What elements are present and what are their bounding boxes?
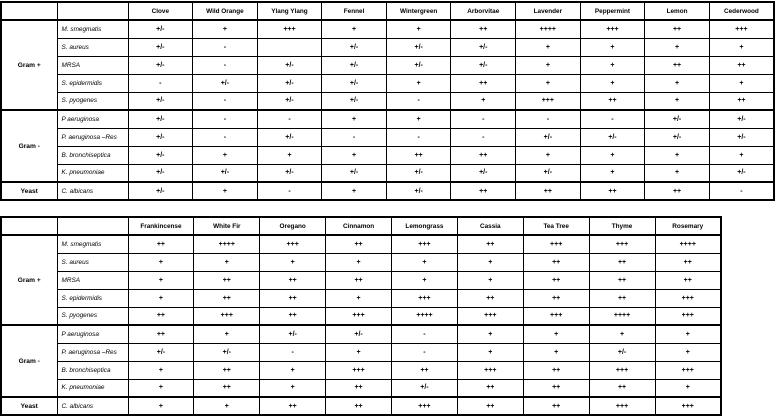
activity-value: ++ — [392, 361, 458, 379]
activity-value: ++ — [194, 271, 260, 289]
organism-name: K. pneumoniae — [57, 379, 128, 397]
activity-value: + — [128, 271, 194, 289]
activity-value: +++ — [194, 307, 260, 325]
activity-value: + — [193, 20, 258, 38]
activity-value: +/- — [589, 343, 655, 361]
group-label: Gram - — [1, 110, 57, 182]
activity-value: +/- — [322, 74, 387, 92]
activity-value: ++ — [451, 74, 516, 92]
activity-value: ++ — [194, 361, 260, 379]
activity-value: - — [260, 343, 326, 361]
table-row — [1, 253, 721, 271]
activity-value: + — [655, 325, 721, 343]
organism-name: P aeruginosa — [57, 325, 128, 343]
activity-value: +++ — [589, 397, 655, 415]
column-header: Cinnamon — [326, 217, 392, 235]
activity-value: +/- — [257, 56, 322, 74]
activity-value: ++ — [451, 146, 516, 164]
activity-value: +/- — [128, 146, 193, 164]
table-row — [1, 74, 774, 92]
activity-value: + — [589, 325, 655, 343]
activity-value: + — [580, 74, 645, 92]
column-header: Arborvitae — [451, 2, 516, 20]
organism-name: C. albicans — [57, 182, 128, 200]
activity-value: +++ — [260, 235, 326, 253]
organism-name: P. aeruginosa –Res — [57, 343, 128, 361]
activity-value: +++ — [257, 20, 322, 38]
organism-name: C. albicans — [57, 397, 128, 415]
activity-value: ++ — [709, 56, 774, 74]
activity-value: + — [322, 146, 387, 164]
activity-value: +/- — [128, 110, 193, 128]
activity-value: - — [392, 343, 458, 361]
table-row — [1, 128, 774, 146]
activity-value: - — [386, 92, 451, 110]
activity-value: - — [451, 128, 516, 146]
activity-value: +/- — [451, 38, 516, 56]
activity-value: - — [451, 110, 516, 128]
activity-value: +/- — [193, 74, 258, 92]
activity-value: +/- — [386, 38, 451, 56]
column-header: Clove — [128, 2, 193, 20]
activity-value: ++ — [645, 182, 710, 200]
activity-value: ++ — [645, 56, 710, 74]
table-row — [1, 164, 774, 182]
activity-value: + — [392, 271, 458, 289]
activity-value: + — [386, 20, 451, 38]
activity-value: +++ — [326, 307, 392, 325]
table-row — [1, 92, 774, 110]
column-header: Wild Orange — [193, 2, 258, 20]
column-header: Fennel — [322, 2, 387, 20]
organism-header-cell — [57, 2, 128, 20]
organism-name: P. aeruginosa –Res — [57, 128, 128, 146]
activity-value: ++ — [523, 361, 589, 379]
activity-value: ++ — [589, 289, 655, 307]
column-header: Lemon — [645, 2, 710, 20]
activity-value: - — [257, 110, 322, 128]
activity-value: + — [457, 325, 523, 343]
activity-value: ++ — [326, 397, 392, 415]
activity-value: ++ — [589, 271, 655, 289]
activity-value: +++ — [589, 235, 655, 253]
activity-value: - — [580, 110, 645, 128]
activity-value: + — [322, 20, 387, 38]
activity-value: + — [655, 343, 721, 361]
activity-value: +++ — [709, 20, 774, 38]
activity-value: ++++ — [516, 20, 581, 38]
activity-value: + — [516, 74, 581, 92]
activity-value: ++++ — [589, 307, 655, 325]
activity-value: + — [194, 325, 260, 343]
table-row — [1, 361, 721, 379]
activity-value: ++ — [260, 397, 326, 415]
table-row — [1, 56, 774, 74]
activity-value: ++ — [194, 379, 260, 397]
column-header: White Fir — [194, 217, 260, 235]
header-row — [1, 2, 774, 20]
activity-value: + — [128, 397, 194, 415]
activity-value: ++ — [655, 253, 721, 271]
column-header: Lavender — [516, 2, 581, 20]
activity-value: ++ — [523, 289, 589, 307]
activity-value: - — [193, 128, 258, 146]
column-header: Oregano — [260, 217, 326, 235]
activity-value: +/- — [322, 164, 387, 182]
activity-value: ++ — [709, 92, 774, 110]
susceptibility-table-2 — [0, 216, 722, 416]
table-row — [1, 20, 774, 38]
activity-value: ++ — [260, 289, 326, 307]
table-row — [1, 38, 774, 56]
activity-value: + — [322, 182, 387, 200]
activity-value: + — [128, 289, 194, 307]
activity-value: + — [645, 164, 710, 182]
activity-value: ++ — [580, 182, 645, 200]
activity-value: + — [326, 343, 392, 361]
group-label: Yeast — [1, 182, 57, 200]
activity-value: +/- — [193, 164, 258, 182]
activity-value: +/- — [194, 343, 260, 361]
activity-value: +/- — [451, 56, 516, 74]
activity-value: +/- — [645, 110, 710, 128]
activity-value: + — [386, 74, 451, 92]
activity-value: + — [580, 164, 645, 182]
activity-value: ++ — [589, 379, 655, 397]
activity-value: - — [193, 38, 258, 56]
activity-value: + — [194, 253, 260, 271]
activity-value: ++ — [457, 397, 523, 415]
activity-value: - — [322, 128, 387, 146]
activity-value: + — [260, 253, 326, 271]
table-row — [1, 235, 721, 253]
activity-value: ++ — [457, 235, 523, 253]
activity-value: +/- — [645, 128, 710, 146]
activity-value: +/- — [128, 164, 193, 182]
activity-value: + — [709, 38, 774, 56]
activity-value: +/- — [516, 164, 581, 182]
activity-value: +++ — [326, 361, 392, 379]
activity-value: +++ — [392, 397, 458, 415]
activity-value: ++ — [655, 271, 721, 289]
activity-value: +++ — [392, 289, 458, 307]
column-header: Wintergreen — [386, 2, 451, 20]
organism-name: P aeruginosa — [57, 110, 128, 128]
table-row — [1, 343, 721, 361]
activity-value: +/- — [257, 92, 322, 110]
activity-value: ++ — [523, 253, 589, 271]
table-row — [1, 379, 721, 397]
activity-value: +/- — [128, 343, 194, 361]
activity-value: +/- — [322, 38, 387, 56]
activity-value: +/- — [386, 164, 451, 182]
activity-value: +++ — [457, 361, 523, 379]
activity-value: ++ — [457, 379, 523, 397]
activity-value: - — [193, 56, 258, 74]
activity-value: ++ — [260, 307, 326, 325]
activity-value: +++ — [589, 361, 655, 379]
activity-value: + — [392, 253, 458, 271]
activity-value: - — [128, 74, 193, 92]
activity-value: - — [257, 182, 322, 200]
activity-value: +/- — [451, 164, 516, 182]
table-row — [1, 182, 774, 200]
organism-name: B. bronchiseptica — [57, 146, 128, 164]
organism-name: S. pyogenes — [57, 307, 128, 325]
activity-value: + — [322, 110, 387, 128]
activity-value: +/- — [386, 56, 451, 74]
activity-value: + — [194, 397, 260, 415]
column-header: Cederwood — [709, 2, 774, 20]
activity-value: + — [128, 379, 194, 397]
activity-value: ++ — [386, 146, 451, 164]
activity-value: +/- — [709, 128, 774, 146]
activity-value: ++ — [451, 182, 516, 200]
organism-name: M. smegmatis — [57, 20, 128, 38]
activity-value: ++++ — [392, 307, 458, 325]
activity-value: + — [193, 146, 258, 164]
activity-value: + — [260, 379, 326, 397]
susceptibility-table-1 — [0, 1, 775, 201]
organism-name: M. smegmatis — [57, 235, 128, 253]
activity-value: +++ — [523, 307, 589, 325]
activity-value: ++++ — [655, 235, 721, 253]
activity-value: +++ — [457, 307, 523, 325]
activity-value: +/- — [128, 38, 193, 56]
activity-value: +/- — [392, 379, 458, 397]
activity-value: + — [128, 361, 194, 379]
activity-value: +++ — [392, 235, 458, 253]
activity-value: +++ — [580, 20, 645, 38]
activity-value: +/- — [709, 164, 774, 182]
column-header: Lemongrass — [392, 217, 458, 235]
column-header: Rosemary — [655, 217, 721, 235]
activity-value: +++ — [655, 397, 721, 415]
activity-value: +/- — [709, 110, 774, 128]
activity-value: +++ — [523, 235, 589, 253]
activity-value: +/- — [386, 182, 451, 200]
activity-value: ++ — [457, 289, 523, 307]
table-row — [1, 146, 774, 164]
activity-value: +++ — [655, 361, 721, 379]
table-row — [1, 397, 721, 415]
activity-value: +/- — [128, 20, 193, 38]
column-header: Cassia — [457, 217, 523, 235]
activity-value: + — [580, 56, 645, 74]
activity-value: + — [128, 253, 194, 271]
activity-value: ++ — [516, 182, 581, 200]
organism-name: MRSA — [57, 56, 128, 74]
activity-value: +/- — [580, 128, 645, 146]
activity-value: ++ — [326, 379, 392, 397]
activity-value: +/- — [128, 128, 193, 146]
organism-header-cell — [57, 217, 128, 235]
activity-value: ++ — [645, 20, 710, 38]
activity-value: - — [392, 325, 458, 343]
activity-value: - — [516, 110, 581, 128]
group-label: Yeast — [1, 397, 57, 415]
activity-value: +/- — [128, 182, 193, 200]
activity-value: + — [523, 325, 589, 343]
activity-value: ++ — [523, 379, 589, 397]
activity-value: + — [457, 253, 523, 271]
activity-value: + — [516, 38, 581, 56]
group-label: Gram - — [1, 325, 57, 397]
table-row — [1, 307, 721, 325]
activity-value: +++ — [516, 92, 581, 110]
organism-name: K. pneumoniae — [57, 164, 128, 182]
activity-value: ++ — [326, 235, 392, 253]
activity-value: + — [326, 289, 392, 307]
column-header: Tea Tree — [523, 217, 589, 235]
activity-value: +/- — [257, 74, 322, 92]
header-row — [1, 217, 721, 235]
corner-cell — [1, 2, 57, 20]
activity-value: + — [645, 92, 710, 110]
activity-value: ++++ — [194, 235, 260, 253]
activity-value: + — [516, 56, 581, 74]
column-header: Frankincense — [128, 217, 194, 235]
activity-value: +/- — [128, 92, 193, 110]
activity-value: +/- — [257, 164, 322, 182]
activity-value: +++ — [655, 289, 721, 307]
organism-name: S. epidermidis — [57, 289, 128, 307]
table-row — [1, 110, 774, 128]
activity-value: + — [260, 361, 326, 379]
activity-value: ++ — [128, 325, 194, 343]
activity-value: +/- — [257, 128, 322, 146]
activity-value: + — [516, 146, 581, 164]
organism-name: S. aureus — [57, 38, 128, 56]
activity-value: +++ — [655, 307, 721, 325]
activity-value: ++ — [523, 271, 589, 289]
activity-value: ++ — [128, 307, 194, 325]
activity-value: - — [386, 128, 451, 146]
table-row — [1, 325, 721, 343]
activity-value: ++ — [589, 253, 655, 271]
activity-value: - — [193, 92, 258, 110]
column-header: Thyme — [589, 217, 655, 235]
table-row — [1, 289, 721, 307]
activity-value: +/- — [326, 325, 392, 343]
organism-name: S. pyogenes — [57, 92, 128, 110]
activity-value: + — [645, 38, 710, 56]
activity-value: ++ — [523, 397, 589, 415]
activity-value: +/- — [322, 56, 387, 74]
activity-value: - — [709, 182, 774, 200]
organism-name: B. bronchiseptica — [57, 361, 128, 379]
activity-value: ++ — [326, 271, 392, 289]
column-header: Ylang Ylang — [257, 2, 322, 20]
activity-value: +/- — [516, 128, 581, 146]
table-row — [1, 271, 721, 289]
activity-value: ++ — [128, 235, 194, 253]
activity-value: + — [655, 379, 721, 397]
activity-value: ++ — [580, 92, 645, 110]
activity-value: + — [193, 182, 258, 200]
group-label: Gram + — [1, 20, 57, 110]
activity-value: + — [709, 146, 774, 164]
activity-value: +/- — [260, 325, 326, 343]
activity-value: +/- — [128, 56, 193, 74]
activity-value: + — [326, 253, 392, 271]
activity-value: + — [457, 271, 523, 289]
corner-cell — [1, 217, 57, 235]
activity-value: ++ — [194, 289, 260, 307]
activity-value: + — [451, 92, 516, 110]
organism-name: MRSA — [57, 271, 128, 289]
activity-value: ++ — [451, 20, 516, 38]
activity-value: + — [645, 146, 710, 164]
activity-value: + — [523, 343, 589, 361]
activity-value: + — [457, 343, 523, 361]
activity-value: ++ — [260, 271, 326, 289]
organism-name: S. epidermidis — [57, 74, 128, 92]
activity-value — [257, 38, 322, 56]
group-label: Gram + — [1, 235, 57, 325]
activity-value: +/- — [322, 92, 387, 110]
activity-value: + — [580, 146, 645, 164]
activity-value: + — [257, 146, 322, 164]
activity-value: + — [580, 38, 645, 56]
activity-value: + — [386, 110, 451, 128]
activity-value: + — [645, 74, 710, 92]
activity-value: - — [193, 110, 258, 128]
column-header: Peppermint — [580, 2, 645, 20]
organism-name: S. aureus — [57, 253, 128, 271]
activity-value: + — [709, 74, 774, 92]
